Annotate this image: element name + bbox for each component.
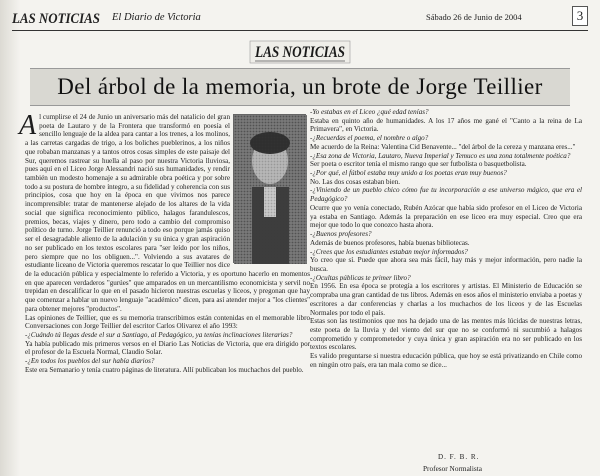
signature-role: Profesor Normalista xyxy=(423,464,482,473)
header-tagline: El Diario de Victoria xyxy=(112,12,201,23)
paragraph: Es valido preguntarse si nuestra educación pública, que hoy se está privatizando en Chile como en ningún otro país, era tan mala como se dice... xyxy=(310,352,582,369)
header-rule xyxy=(12,30,588,31)
interview-question: -¿En todos los pueblos del sur había diarios? xyxy=(25,357,155,366)
paragraph: l cumplirse el 24 de Junio un aniversario más del natalicio del gran poeta de Lautaro y de la Frontera que transformó en poesía el sencillo lenguaje de la aldea para cantar a los trenes, a los molinos, a las carretas cargadas de trigo, a los boliches pueblerinos, a los niños que robaban manzanas y a tantos otros cosas simples de este paisaje del Sur, queremos rastrear su huella al paso por nuestra Victoria lluviosa, pues aquí en el Liceo Jorge Alessandri nació sus humanidades, y rendir también un modesto homenaje a su admirable obra poética y por sobre todo a su postura de hombre íntegro, a su fidelidad y coherencia con sus principios, cosa que hoy en la época en que vivimos nos parece incomprensible: tratar de mantenerse alejado de los altares de la vida social que significa reconocimiento público, halagos farandulescos, premios, becas, viajes y dinero, pero todo a cambio del compromiso político de turno. Jorge Teillier renunció a todo eso porque jamás quiso ser el desagradable aliento de la adulación y su única y gran aspiración no ser publicado en los textos escolares para "ser leído por los niños, pero siempre que no los obliguen...". Volviendo a sus avatares de estudiante liceano de Victoria queremos rescatar lo que Teillier nos dice de la educación pública y especialmente lo referido a Victoria, y es oportuno hacerlo en momentos en que aparecen verdaderos "gurúes" que amparados en un mercantilismo economicista y servil no trepidan en descalificar lo que en el pasado hicieron nuestras escuelas y liceos, y pregonan que hay que comenzar a hablar un nuevo lenguaje "académico" dicen, para así atender mejor a "los clientes" para obtener mejores "productos". xyxy=(25,113,310,313)
article-left-column xyxy=(19,110,310,375)
interview-question: -¿Esa zona de Victoria, Lautaro, Nueva Imperial y Temuco es una zona totalmente poética? xyxy=(310,151,571,160)
interview-answer: Ser poeta o escritor tenía el mismo rango que ser futbolista o basquetbolista. xyxy=(310,160,527,169)
interview-question: -¿Recuerdas el poema, el nombre o algo? xyxy=(310,134,429,143)
page-header xyxy=(6,8,594,32)
interview-question: -¿Por qué, el fútbol estaba muy unido a los poetas eran muy buenos? xyxy=(310,169,507,178)
page-number: 3 xyxy=(572,6,588,26)
interview-question: -Yo estabas en el Liceo ¿qué edad tenías? xyxy=(310,108,429,116)
signature-initials: D. F. B. R. xyxy=(438,453,480,461)
interview-answer: Este era Semanario y tenía cuatro páginas de literatura. Allí publicaban los muchachos del pueblo. xyxy=(25,365,304,374)
article-title: Del árbol de la memoria, un brote de Jorge Teillier xyxy=(57,74,543,99)
interview-question: -¿Ocultas públicas te primer libro? xyxy=(310,273,411,282)
paragraph: Estas son las testimonios que nos ha dejado una de las mentes más lúcidas de nuestras letras, este poeta de la lluvia y del viento del sur que no se conformó ni sucumbió a halagos comprometido y comprometedor y cuya única y gran aspiración era no ser publicado en los textos escolares. xyxy=(310,317,582,352)
svg-text:LAS NOTICIAS: LAS NOTICIAS xyxy=(11,11,100,27)
article-right-column xyxy=(310,108,582,370)
drop-cap: A xyxy=(19,110,37,141)
interview-answer: En 1956. En esa época se protegía a los escritores y artistas. El Ministerio de Educación se compraba una gran cantidad de tus libros. Además en esos años el ministerio enviaba a poetas y escritores a dar conferencias y charlas a los muchachos de los liceos y de las Escuelas Normales por todo el país. xyxy=(310,282,582,317)
section-logo xyxy=(250,38,350,68)
interview-question: -¿Viniendo de un pueblo chico cómo fue tu incorporación a ese universo mágico, que era el Pedagógico? xyxy=(310,186,582,204)
interview-question: -¿Buenos profesores? xyxy=(310,230,372,239)
interview-answer: Yo creo que sí. Puede que ahora sea más fácil, hay más y mejor información, pero nadie la busca. xyxy=(310,256,582,273)
page-shadow xyxy=(0,0,20,476)
photo-wrap-space xyxy=(234,113,314,265)
interview-answer: Me acuerdo de la Reina: Valentina Cid Benavente... "del árbol de la cereza y manzana eres..." xyxy=(310,142,576,151)
header-logo xyxy=(12,9,102,27)
header-date: Sábado 26 de Junio de 2004 xyxy=(426,12,522,22)
interview-answer: No. Las dos cosas estaban bien. xyxy=(310,177,401,186)
interview-answer: Estaba en quinto año de humanidades. A los 17 años me gané el "Canto a la reina de La Primavera", en Victoria. xyxy=(310,116,582,134)
interview-answer: Ya había publicado mis primeros versos en el Diario Las Noticias de Victoria, que era dirigido por el profesor de la Escuela Normal, Claudio Solar. xyxy=(25,339,310,357)
interview-answer: Además de buenos profesores, había buenas bibliotecas. xyxy=(310,238,470,247)
interview-question: -¿Cuándo tú llegas desde el sur a Santiago, al Pedagógico, ya tenías inclinaciones literarias? xyxy=(25,330,293,339)
interview-answer: Ocurre que yo venía conectado, Rubén Azócar que había sido profesor en el Liceo de Victoria ya estaba en Santiago. Además la preparación en ese liceo era muy especial. Creo que era mejor que todo lo que conozco hasta ahora. xyxy=(310,203,582,230)
title-banner xyxy=(30,68,570,106)
paragraph: Las opiniones de Teillier, que es su memoria transcribimos están contenidas en el memorable libro Conversaciones con Jorge Teillier del escritor Carlos Olivarez el año 1993: xyxy=(25,313,310,331)
interview-question: -¿Crees que los estudiantes estaban mejor informados? xyxy=(310,247,468,256)
svg-text:LAS NOTICIAS: LAS NOTICIAS xyxy=(254,44,346,61)
